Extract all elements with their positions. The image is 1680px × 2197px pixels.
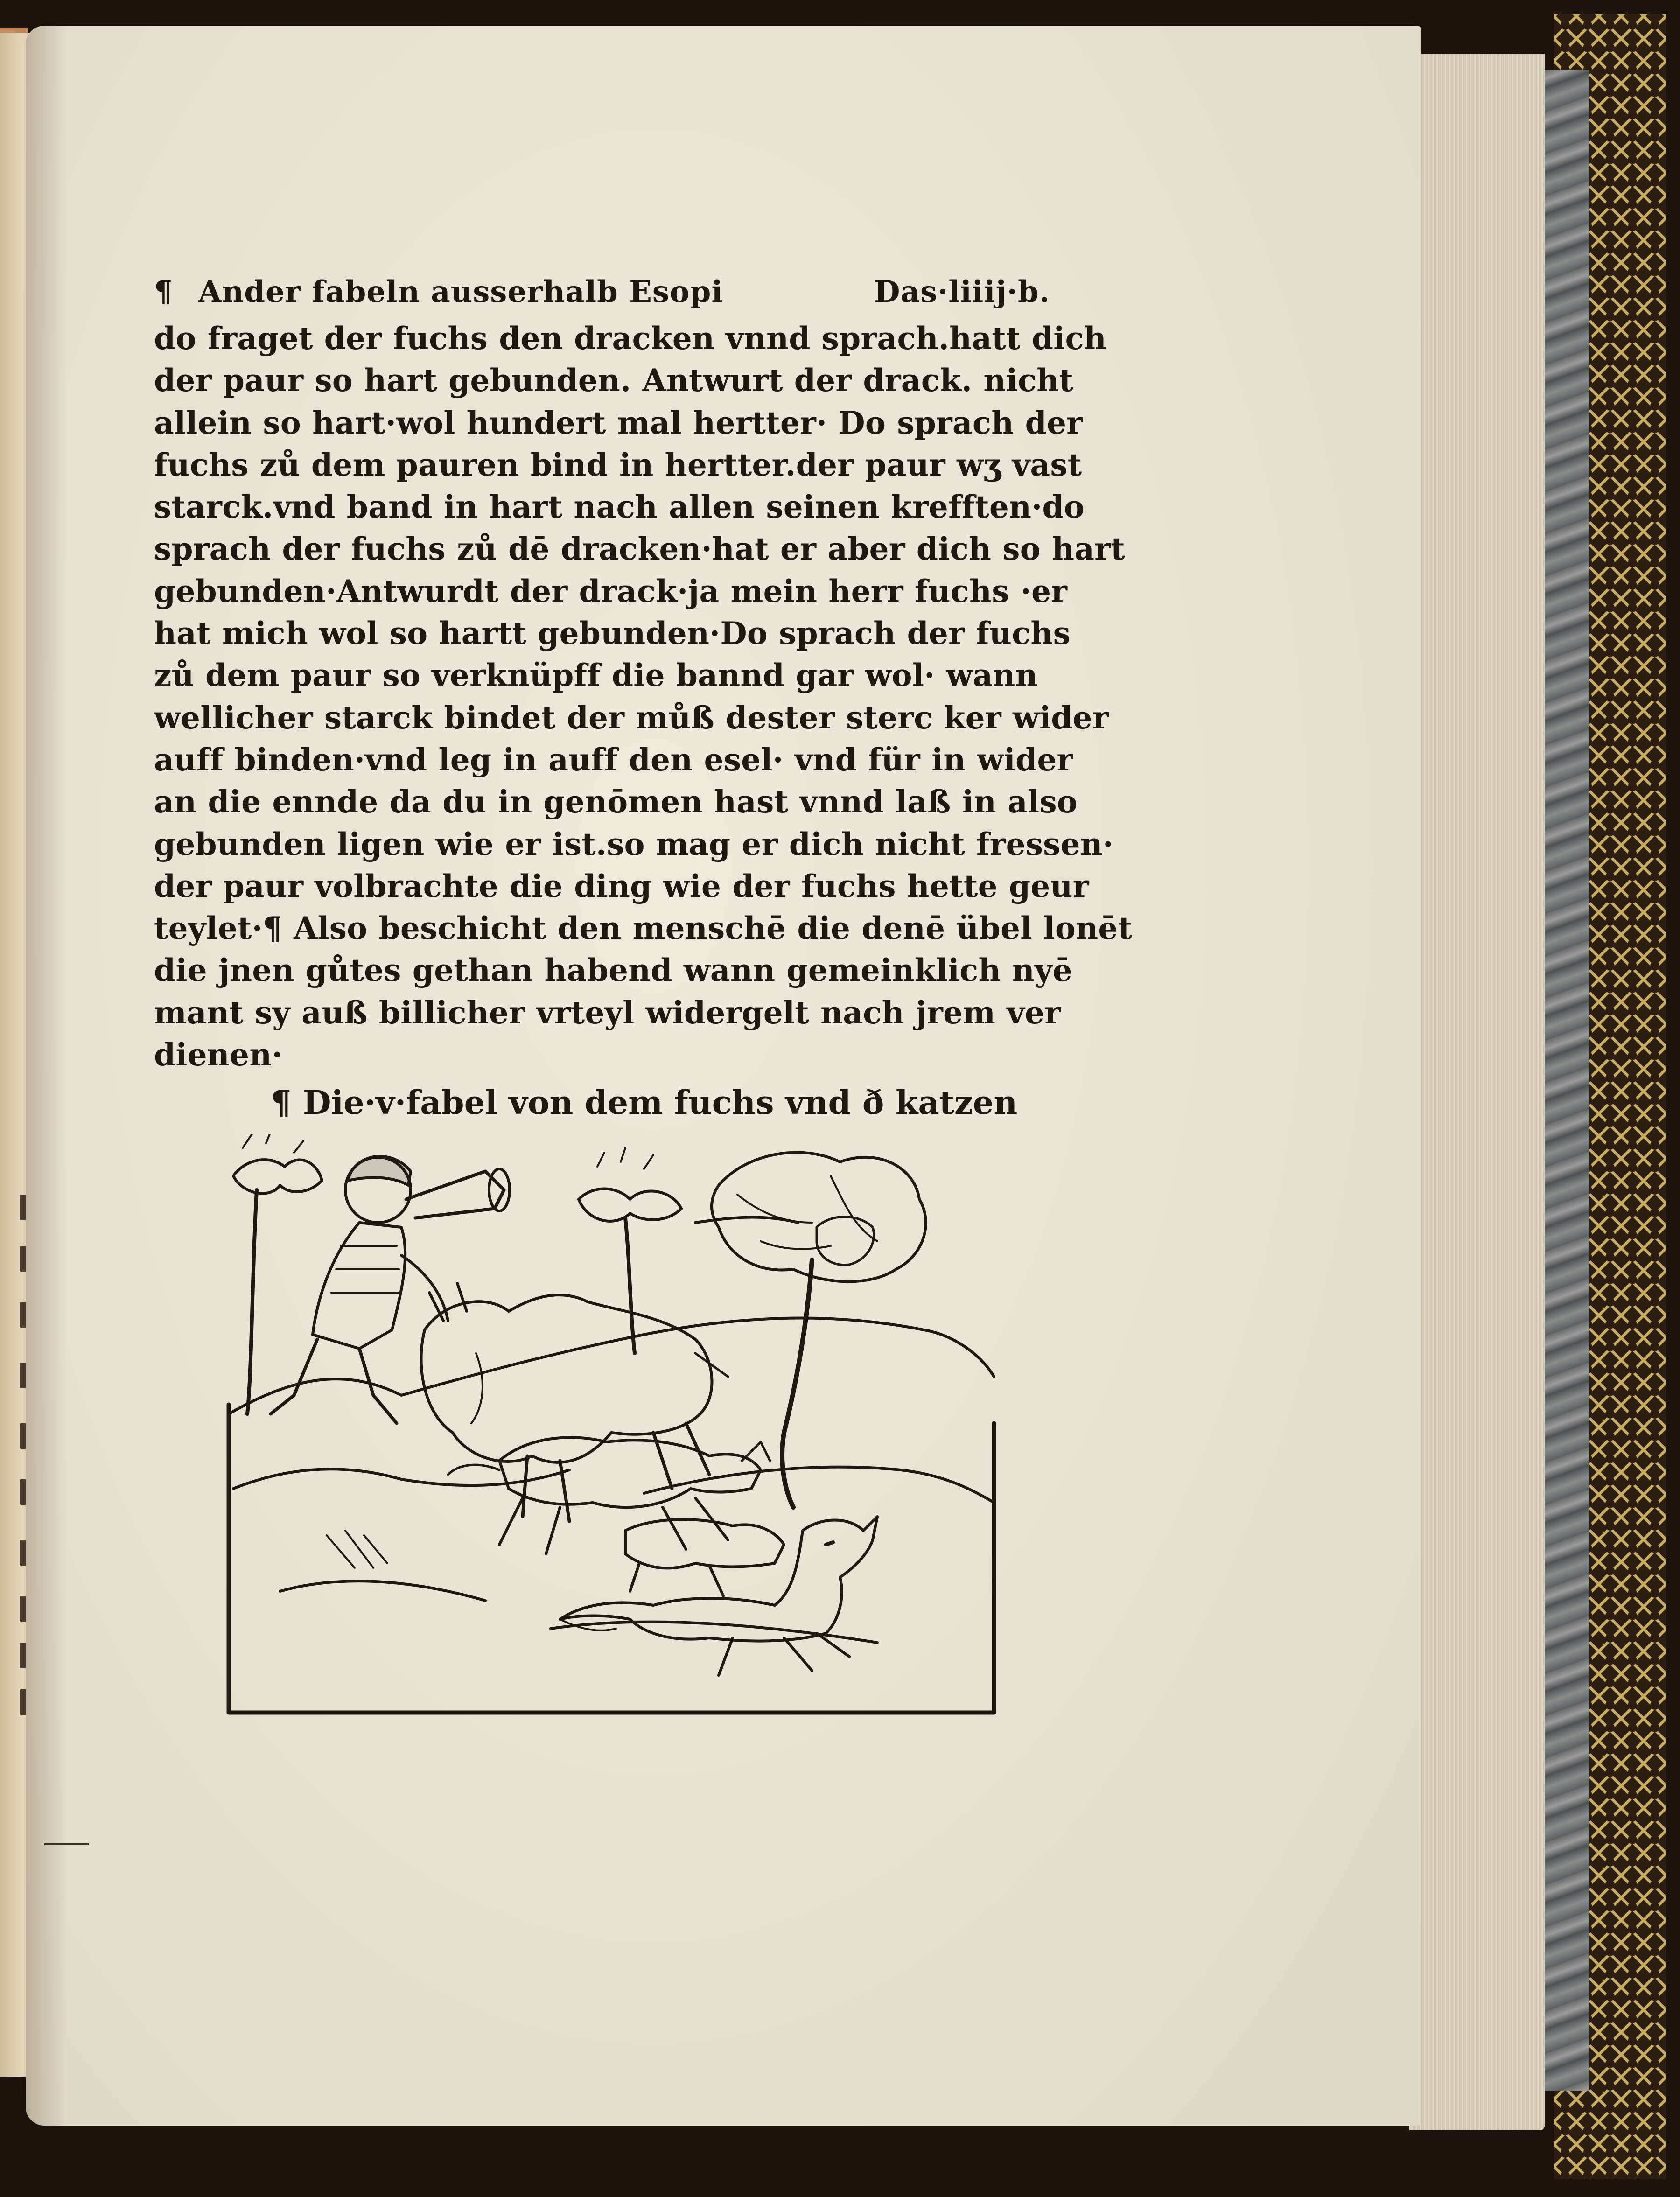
text-line: an die ennde da du in genōmen hast vnnd laß in also bbox=[154, 784, 1078, 820]
running-head bbox=[154, 274, 1055, 317]
text-line: der paur so hart gebunden. Antwurt der drack. nicht bbox=[154, 362, 1074, 399]
text-line: die jnen gůtes gethan habend wann gemeinklich nyē bbox=[154, 952, 1072, 989]
text-line: gebunden ligen wie er ist.so mag er dich nicht fressen· bbox=[154, 826, 1114, 862]
text-line: auff binden·vnd leg in auff den esel· vnd für in wider bbox=[154, 741, 1073, 778]
text-line: mant sy auß billicher vrteyl widergelt nach jrem ver bbox=[154, 994, 1061, 1031]
woodcut-illustration bbox=[224, 1134, 1003, 1717]
running-head-title: Ander fabeln ausserhalb Esopi bbox=[198, 274, 723, 309]
text-block bbox=[154, 274, 1133, 1126]
marbled-endpaper bbox=[1545, 70, 1589, 2091]
text-line: teylet·¶ Also beschicht den menschē die denē übel lonēt bbox=[154, 910, 1133, 947]
text-line: hat mich wol so hartt gebunden·Do sprach der fuchs bbox=[154, 615, 1071, 652]
text-line: sprach der fuchs zů dē dracken·hat er aber dich so hart bbox=[154, 531, 1125, 567]
page-fore-edge bbox=[1409, 54, 1545, 2130]
text-line: do fraget der fuchs den dracken vnnd sprach.hatt dich bbox=[154, 320, 1107, 357]
folio-number: Das·liiij·b. bbox=[874, 274, 1050, 309]
text-line: starck.vnd band in hart nach allen seinen krefften·do bbox=[154, 489, 1085, 525]
text-line: wellicher starck bindet der můß dester sterc ker wider bbox=[154, 699, 1109, 736]
text-line: zů dem paur so verknüpff die bannd gar wol· wann bbox=[154, 657, 1038, 694]
text-line: allein so hart·wol hundert mal hertter· Do sprach der bbox=[154, 404, 1083, 441]
pilcrow-icon: ¶ bbox=[154, 274, 173, 308]
text-line: gebunden·Antwurdt der drack·ja mein herr fuchs ·er bbox=[154, 573, 1068, 609]
page-rule bbox=[44, 1843, 89, 1845]
text-line: dienen· bbox=[154, 1036, 283, 1073]
text-line: fuchs zů dem pauren bind in hertter.der paur wʒ vast bbox=[154, 446, 1082, 483]
fable-heading: ¶ Die·v·fabel von dem fuchs vnd ð katzen bbox=[271, 1083, 1018, 1122]
text-line: der paur volbrachte die ding wie der fuchs hette geur bbox=[154, 868, 1089, 904]
